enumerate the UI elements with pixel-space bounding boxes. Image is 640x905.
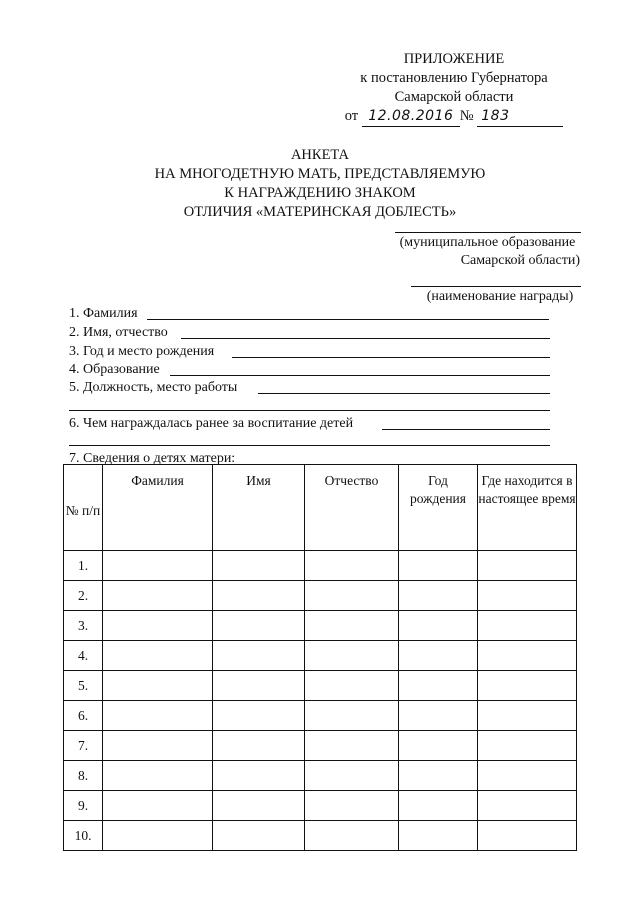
field-surname-label: 1. Фамилия — [69, 306, 138, 321]
field-education — [69, 361, 550, 379]
handwritten-number: 183 — [477, 107, 563, 127]
row-number: 9. — [64, 791, 103, 821]
date-prefix: от — [344, 108, 359, 124]
table-row — [64, 641, 577, 671]
birth-year-cell[interactable] — [399, 551, 478, 581]
table-row — [64, 611, 577, 641]
birth-year-cell[interactable] — [399, 671, 478, 701]
municipality-caption-line-1: (муниципальное образование — [399, 235, 576, 250]
row-number: 5. — [64, 671, 103, 701]
header-birth-year: Год рождения — [399, 465, 478, 551]
location-cell[interactable] — [478, 791, 577, 821]
patronymic-cell[interactable] — [305, 671, 399, 701]
patronymic-cell[interactable] — [305, 791, 399, 821]
handwritten-date: 12.08.2016 — [362, 107, 460, 127]
patronymic-cell[interactable] — [305, 551, 399, 581]
table-row — [64, 731, 577, 761]
location-cell[interactable] — [478, 821, 577, 851]
name-cell[interactable] — [213, 641, 305, 671]
patronymic-cell[interactable] — [305, 581, 399, 611]
name-cell[interactable] — [213, 761, 305, 791]
table-row — [64, 761, 577, 791]
field-previous-awards-continuation[interactable] — [69, 445, 550, 446]
location-cell[interactable] — [478, 641, 577, 671]
surname-cell[interactable] — [103, 551, 213, 581]
children-table — [63, 464, 577, 851]
name-cell[interactable] — [213, 671, 305, 701]
location-cell[interactable] — [478, 611, 577, 641]
birth-year-cell[interactable] — [399, 761, 478, 791]
field-surname — [69, 305, 549, 323]
table-row — [64, 821, 577, 851]
municipality-caption-line-2: Самарской области) — [460, 253, 580, 268]
row-number: 2. — [64, 581, 103, 611]
form-title — [100, 146, 540, 222]
birth-year-cell[interactable] — [399, 611, 478, 641]
children-table-header — [64, 465, 577, 551]
surname-cell[interactable] — [103, 581, 213, 611]
surname-cell[interactable] — [103, 791, 213, 821]
title-line-2: НА МНОГОДЕТНУЮ МАТЬ, ПРЕДСТАВЛЯЕМУЮ — [154, 166, 486, 182]
field-education-label: 4. Образование — [69, 362, 160, 377]
header-patronymic: Отчество — [305, 465, 399, 551]
surname-cell[interactable] — [103, 761, 213, 791]
location-cell[interactable] — [478, 671, 577, 701]
table-row — [64, 551, 577, 581]
title-line-4: ОТЛИЧИЯ «МАТЕРИНСКАЯ ДОБЛЕСТЬ» — [183, 204, 457, 220]
row-number: 7. — [64, 731, 103, 761]
location-cell[interactable] — [478, 581, 577, 611]
field-birth-input[interactable] — [232, 357, 550, 358]
field-position-input[interactable] — [258, 393, 550, 394]
title-line-1: АНКЕТА — [290, 147, 350, 163]
field-previous-awards-label: 6. Чем награждалась ранее за воспитание детей — [69, 416, 354, 431]
location-cell[interactable] — [478, 551, 577, 581]
name-cell[interactable] — [213, 791, 305, 821]
row-number: 1. — [64, 551, 103, 581]
row-number: 10. — [64, 821, 103, 851]
surname-cell[interactable] — [103, 701, 213, 731]
name-cell[interactable] — [213, 731, 305, 761]
patronymic-cell[interactable] — [305, 701, 399, 731]
table-row — [64, 701, 577, 731]
surname-cell[interactable] — [103, 641, 213, 671]
birth-year-cell[interactable] — [399, 581, 478, 611]
field-position — [69, 379, 550, 397]
birth-year-cell[interactable] — [399, 701, 478, 731]
patronymic-cell[interactable] — [305, 611, 399, 641]
title-line-3: К НАГРАЖДЕНИЮ ЗНАКОМ — [224, 185, 416, 201]
surname-cell[interactable] — [103, 821, 213, 851]
award-name-field[interactable] — [411, 286, 581, 287]
field-birth-label: 3. Год и место рождения — [69, 344, 215, 359]
birth-year-cell[interactable] — [399, 791, 478, 821]
annex-block — [324, 50, 584, 127]
table-row — [64, 671, 577, 701]
row-number: 4. — [64, 641, 103, 671]
patronymic-cell[interactable] — [305, 761, 399, 791]
location-cell[interactable] — [478, 731, 577, 761]
name-cell[interactable] — [213, 701, 305, 731]
children-section-label: 7. Сведения о детях матери: — [69, 451, 236, 466]
surname-cell[interactable] — [103, 731, 213, 761]
annex-title: ПРИЛОЖЕНИЕ — [403, 51, 505, 67]
row-number: 3. — [64, 611, 103, 641]
annex-region-line: Самарской области — [394, 89, 514, 105]
patronymic-cell[interactable] — [305, 731, 399, 761]
field-position-label: 5. Должность, место работы — [69, 380, 238, 395]
field-name-patronymic-label: 2. Имя, отчество — [69, 325, 168, 340]
location-cell[interactable] — [478, 701, 577, 731]
header-name: Имя — [213, 465, 305, 551]
birth-year-cell[interactable] — [399, 821, 478, 851]
name-cell[interactable] — [213, 551, 305, 581]
header-location: Где находится в настоящее время — [478, 465, 577, 551]
patronymic-cell[interactable] — [305, 821, 399, 851]
field-name-patronymic — [69, 324, 550, 342]
header-number: № п/п — [64, 465, 103, 551]
field-surname-input[interactable] — [147, 319, 549, 320]
table-row — [64, 581, 577, 611]
birth-year-cell[interactable] — [399, 731, 478, 761]
annex-decree-line: к постановлению Губернатора — [360, 70, 548, 86]
field-education-input[interactable] — [170, 375, 550, 376]
annex-date-line — [324, 107, 584, 127]
municipality-caption — [385, 234, 590, 270]
award-caption: (наименование награды) — [426, 289, 574, 304]
municipality-field[interactable] — [395, 232, 581, 233]
location-cell[interactable] — [478, 761, 577, 791]
birth-year-cell[interactable] — [399, 641, 478, 671]
name-cell[interactable] — [213, 581, 305, 611]
name-cell[interactable] — [213, 611, 305, 641]
field-birth — [69, 343, 550, 361]
surname-cell[interactable] — [103, 671, 213, 701]
number-sign: № — [459, 108, 474, 124]
surname-cell[interactable] — [103, 611, 213, 641]
header-surname: Фамилия — [103, 465, 213, 551]
field-name-patronymic-input[interactable] — [181, 338, 550, 339]
table-row — [64, 791, 577, 821]
patronymic-cell[interactable] — [305, 641, 399, 671]
field-position-continuation[interactable] — [69, 410, 550, 411]
name-cell[interactable] — [213, 821, 305, 851]
field-previous-awards-input[interactable] — [382, 429, 550, 430]
row-number: 8. — [64, 761, 103, 791]
field-previous-awards — [69, 415, 550, 433]
row-number: 6. — [64, 701, 103, 731]
